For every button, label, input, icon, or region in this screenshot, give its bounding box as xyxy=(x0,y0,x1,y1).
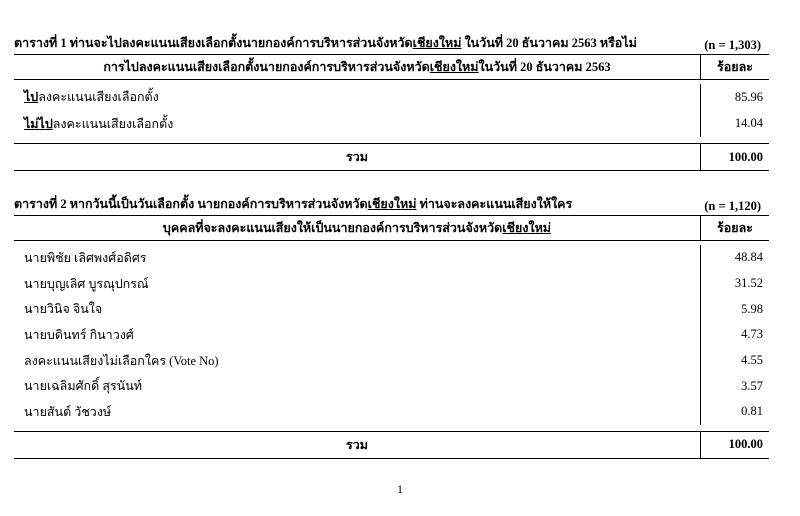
table-row xyxy=(14,111,769,138)
row-value: 0.81 xyxy=(741,404,763,419)
row-label: นายวินิจ จินใจ xyxy=(14,296,701,322)
table-1-title: ตารางที่ 1 ท่านจะไปลงคะแนนเสียงเลือกตั้งนายกองค์การบริหารส่วนจังหวัดเชียงใหม่ ในวันที่ 20 ธันวาคม 2563 หรือไม่ xyxy=(14,36,637,50)
table-2-header xyxy=(14,216,769,241)
table-row xyxy=(14,296,769,322)
table-2-header-percent: ร้อยละ xyxy=(717,221,753,235)
table-2-sample-size: (n = 1,120) xyxy=(704,199,761,213)
table-row xyxy=(14,271,769,297)
table-2-caption xyxy=(14,197,769,216)
table-1-header xyxy=(14,55,769,80)
row-label: ลงคะแนนเสียงเลือกตั้ง xyxy=(52,116,174,131)
table-row xyxy=(14,84,769,111)
table-row xyxy=(14,322,769,348)
table-row xyxy=(14,399,769,425)
page-number: 1 xyxy=(397,482,403,496)
row-emphasis: ไม่ไป xyxy=(24,116,53,131)
row-value: 48.84 xyxy=(734,250,763,265)
table-1-sample-size: (n = 1,303) xyxy=(704,38,761,52)
row-label: นายพิชัย เลิศพงศ์อดิศร xyxy=(14,245,701,271)
total-value: 100.00 xyxy=(728,437,763,452)
row-value: 14.04 xyxy=(734,116,763,131)
row-value: 85.96 xyxy=(734,89,763,104)
total-label: รวม xyxy=(14,432,701,458)
table-row xyxy=(14,245,769,271)
row-label: นายเฉลิมศักดิ์ สุรนันท์ xyxy=(14,373,701,399)
table-1-header-percent: ร้อยละ xyxy=(717,60,753,74)
row-emphasis: ไป xyxy=(24,90,39,105)
row-value: 5.98 xyxy=(741,301,763,316)
table-2-title: ตารางที่ 2 หากวันนี้เป็นวันเลือกตั้ง นายกองค์การบริหารส่วนจังหวัดเชียงใหม่ ท่านจะลงคะแนนเสียงให้ใคร xyxy=(14,197,573,211)
table-2-body xyxy=(14,241,769,432)
row-label: นายบดินทร์ กินาวงศ์ xyxy=(14,322,701,348)
row-value: 4.55 xyxy=(741,353,763,368)
row-label: ลงคะแนนเสียงเลือกตั้ง xyxy=(38,90,159,105)
table-row xyxy=(14,348,769,374)
table-1-caption xyxy=(14,36,769,55)
row-value: 3.57 xyxy=(741,378,763,393)
table-1 xyxy=(14,36,769,171)
table-1-body xyxy=(14,80,769,144)
row-value: 4.73 xyxy=(741,327,763,342)
row-label: นายบุญเลิศ บูรณุปกรณ์ xyxy=(14,271,701,297)
row-label: นายสันต์ วัชวงษ์ xyxy=(14,399,701,425)
row-value: 31.52 xyxy=(734,276,763,291)
table-1-header-label: การไปลงคะแนนเสียงเลือกตั้งนายกองค์การบริหารส่วนจังหวัด เชียงใหม่ ในวันที่ 20 ธันวาคม 2563 xyxy=(14,55,701,79)
table-row xyxy=(14,373,769,399)
table-2-total-row xyxy=(14,432,769,459)
row-label: ลงคะแนนเสียงไม่เลือกใคร (Vote No) xyxy=(14,348,701,374)
total-label: รวม xyxy=(14,144,701,170)
table-1-total-row xyxy=(14,144,769,171)
total-value: 100.00 xyxy=(728,149,763,164)
table-2-header-label: บุคคลที่จะลงคะแนนเสียงให้เป็นนายกองค์การบริหารส่วนจังหวัด เชียงใหม่ xyxy=(14,216,701,240)
table-2 xyxy=(14,197,769,459)
